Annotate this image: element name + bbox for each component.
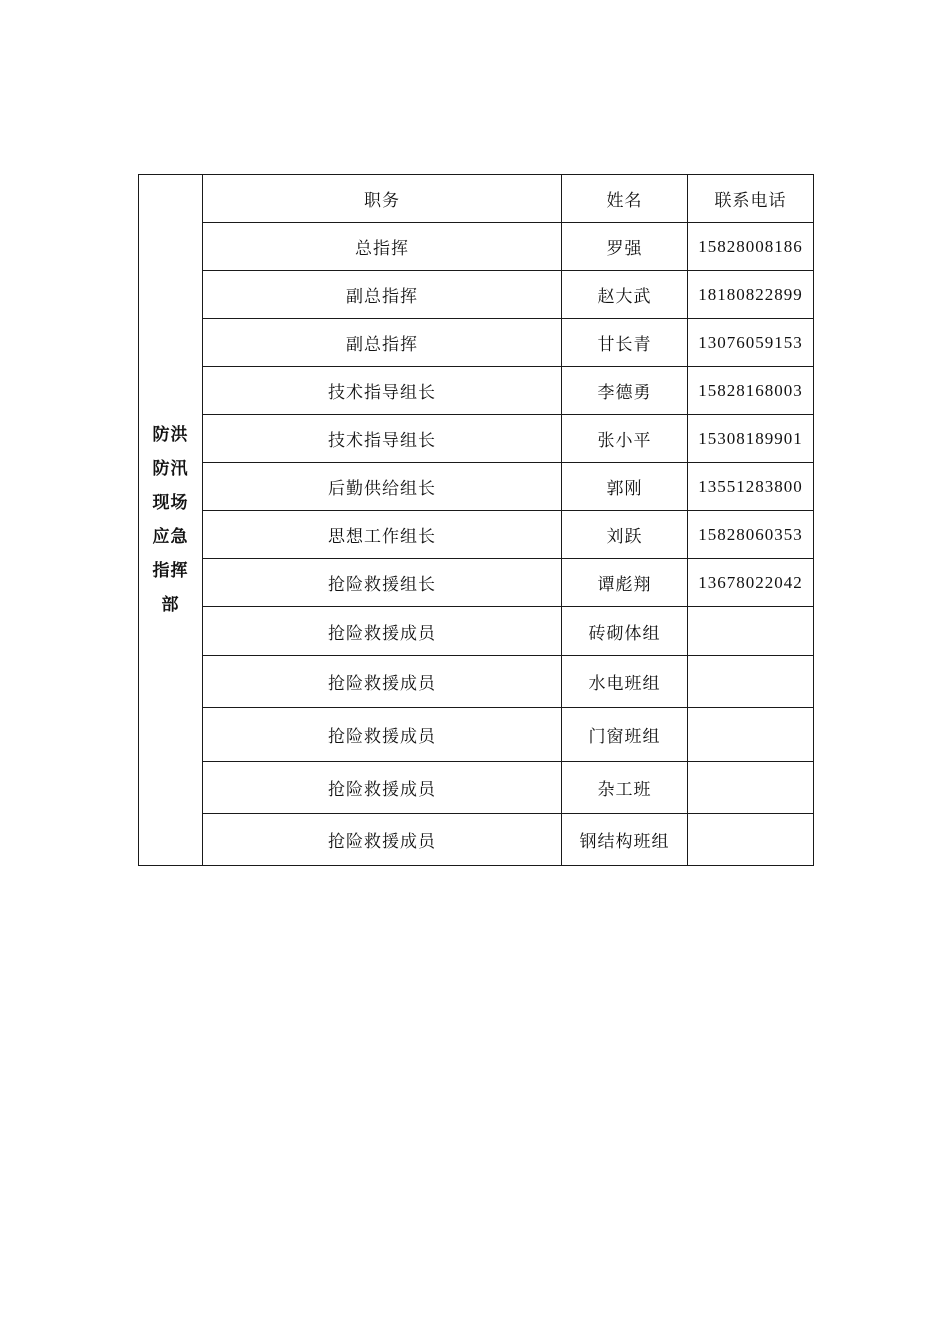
name-cell: 水电班组 bbox=[562, 656, 688, 708]
phone-cell bbox=[688, 708, 814, 762]
phone-cell: 15308189901 bbox=[688, 415, 814, 463]
name-cell: 谭彪翔 bbox=[562, 559, 688, 607]
position-cell: 总指挥 bbox=[203, 223, 562, 271]
position-cell: 抢险救援成员 bbox=[203, 656, 562, 708]
position-cell: 后勤供给组长 bbox=[203, 463, 562, 511]
phone-cell: 15828008186 bbox=[688, 223, 814, 271]
phone-cell: 15828060353 bbox=[688, 511, 814, 559]
section-label: 防洪防汛现场应急指挥部 bbox=[152, 425, 189, 615]
name-cell: 甘长青 bbox=[562, 319, 688, 367]
table-row bbox=[139, 223, 814, 271]
position-cell: 思想工作组长 bbox=[203, 511, 562, 559]
phone-cell bbox=[688, 656, 814, 708]
phone-cell: 13551283800 bbox=[688, 463, 814, 511]
name-cell: 门窗班组 bbox=[562, 708, 688, 762]
name-cell: 杂工班 bbox=[562, 762, 688, 814]
emergency-command-table bbox=[138, 174, 814, 866]
position-cell: 技术指导组长 bbox=[203, 367, 562, 415]
table-row bbox=[139, 367, 814, 415]
position-cell: 副总指挥 bbox=[203, 319, 562, 367]
phone-cell: 13678022042 bbox=[688, 559, 814, 607]
name-cell: 罗强 bbox=[562, 223, 688, 271]
phone-cell bbox=[688, 607, 814, 656]
position-cell: 抢险救援成员 bbox=[203, 607, 562, 656]
table-row bbox=[139, 708, 814, 762]
position-cell: 技术指导组长 bbox=[203, 415, 562, 463]
position-cell: 抢险救援组长 bbox=[203, 559, 562, 607]
position-cell: 副总指挥 bbox=[203, 271, 562, 319]
name-cell: 刘跃 bbox=[562, 511, 688, 559]
phone-cell: 13076059153 bbox=[688, 319, 814, 367]
name-cell: 张小平 bbox=[562, 415, 688, 463]
header-row bbox=[139, 175, 814, 223]
name-cell: 砖砌体组 bbox=[562, 607, 688, 656]
table-row bbox=[139, 463, 814, 511]
position-cell: 抢险救援成员 bbox=[203, 814, 562, 866]
phone-cell: 18180822899 bbox=[688, 271, 814, 319]
phone-cell: 15828168003 bbox=[688, 367, 814, 415]
table-row bbox=[139, 656, 814, 708]
table-row bbox=[139, 607, 814, 656]
phone-cell bbox=[688, 762, 814, 814]
phone-cell bbox=[688, 814, 814, 866]
name-cell: 赵大武 bbox=[562, 271, 688, 319]
position-cell: 抢险救援成员 bbox=[203, 762, 562, 814]
header-phone: 联系电话 bbox=[688, 175, 814, 223]
name-cell: 钢结构班组 bbox=[562, 814, 688, 866]
position-cell: 抢险救援成员 bbox=[203, 708, 562, 762]
header-position: 职务 bbox=[203, 175, 562, 223]
table-row bbox=[139, 814, 814, 866]
table-row bbox=[139, 559, 814, 607]
table-row bbox=[139, 762, 814, 814]
section-label-cell bbox=[139, 175, 203, 866]
header-name: 姓名 bbox=[562, 175, 688, 223]
name-cell: 郭刚 bbox=[562, 463, 688, 511]
table-row bbox=[139, 319, 814, 367]
table-row bbox=[139, 511, 814, 559]
table-row bbox=[139, 415, 814, 463]
name-cell: 李德勇 bbox=[562, 367, 688, 415]
table-row bbox=[139, 271, 814, 319]
